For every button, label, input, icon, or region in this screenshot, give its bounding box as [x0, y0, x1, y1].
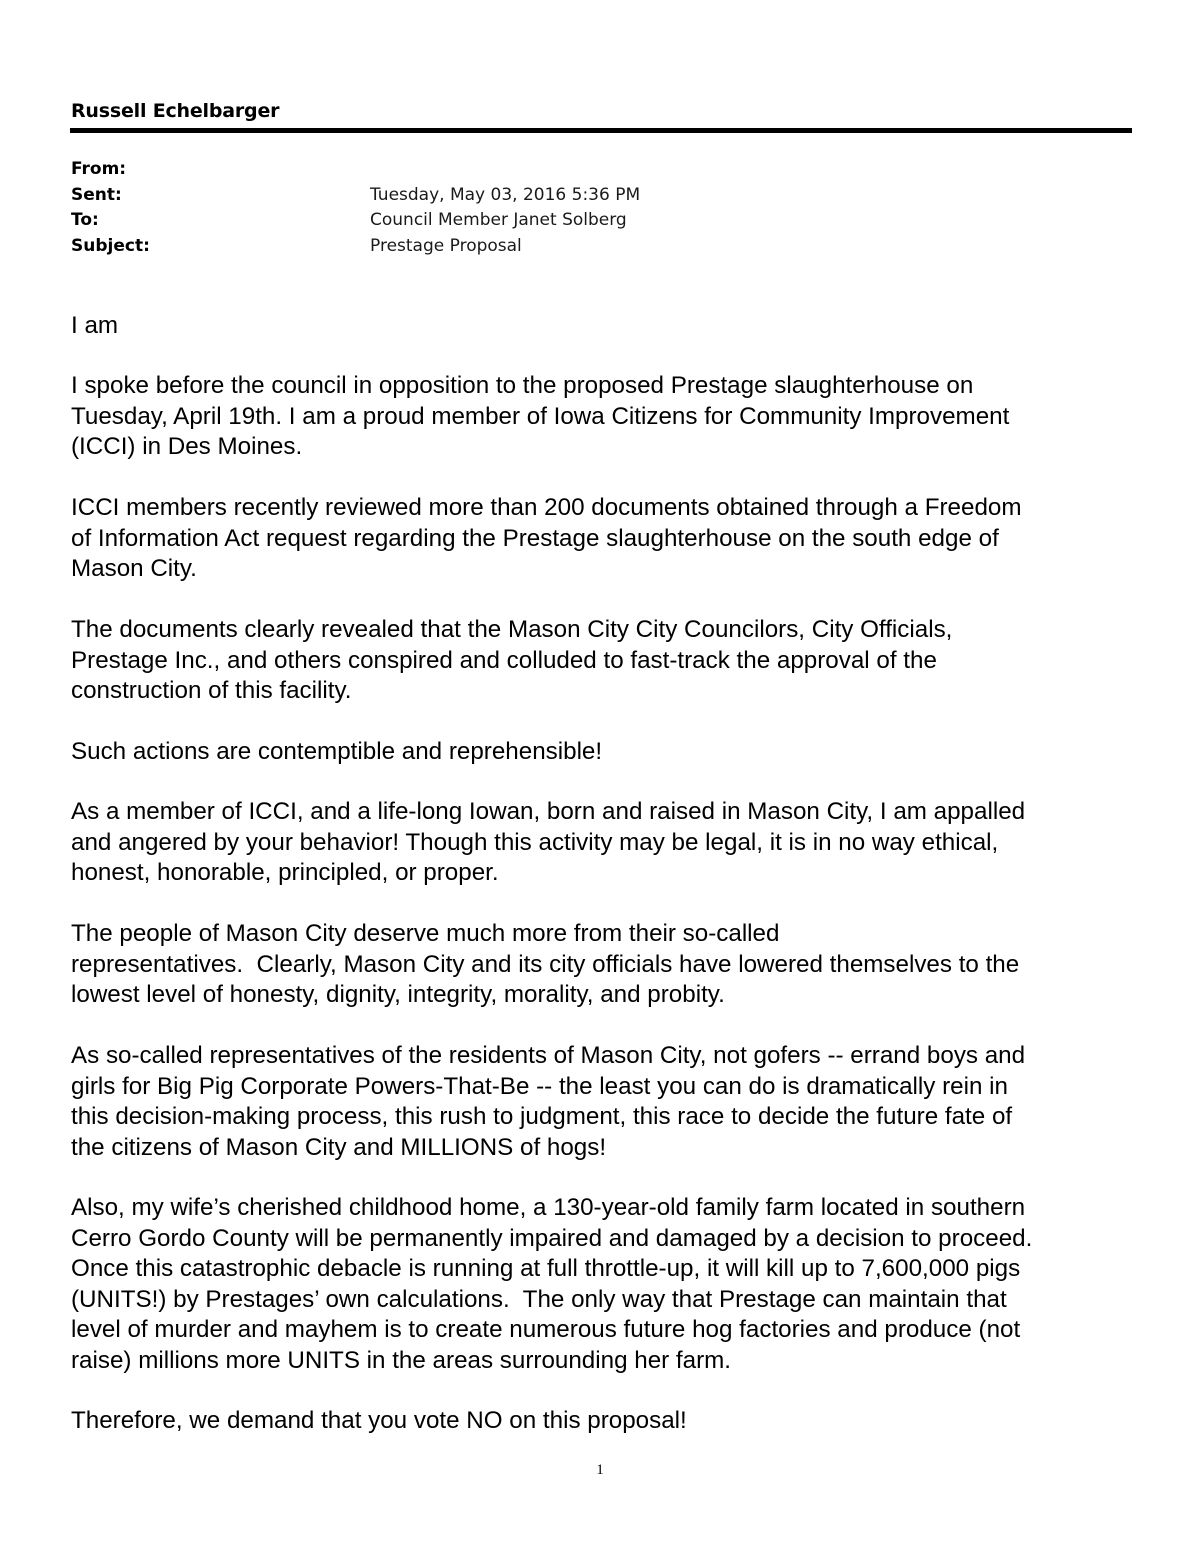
body-paragraph: As a member of ICCI, and a life-long Iowan, born and raised in Mason City, I am appalled and angered by your behavior! Though this activity may be legal, it is in no way ethical, honest, honorable, principled, or proper. — [71, 798, 1026, 886]
body-paragraph: I am — [71, 312, 119, 339]
page-number: 1 — [596, 1462, 604, 1478]
to-label: To: — [71, 210, 99, 230]
header-divider — [70, 128, 1132, 133]
body-paragraph: The people of Mason City deserve much more from their so-called representatives. Clearly, Mason City and its city officials have lowered themselves to the lowest level of honesty, dignity, integrity, morality, and probity. — [71, 920, 1020, 1008]
sender-name: Russell Echelbarger — [71, 100, 280, 122]
subject-value: Prestage Proposal — [370, 236, 522, 256]
body-paragraph: Therefore, we demand that you vote NO on this proposal! — [71, 1407, 687, 1434]
sent-value: Tuesday, May 03, 2016 5:36 PM — [370, 185, 641, 205]
to-value: Council Member Janet Solberg — [370, 210, 627, 230]
sent-label: Sent: — [71, 185, 122, 205]
body-paragraph: Such actions are contemptible and reprehensible! — [71, 738, 603, 765]
subject-label: Subject: — [71, 236, 150, 256]
body-paragraph: Also, my wife’s cherished childhood home, a 130-year-old family farm located in southern Cerro Gordo County will be permanently impaired and damaged by a decision to proceed. Once this catastrophic debacle is running at full throttle-up, it will kill up to 7,600,000 pigs (UNITS!) by Prestages’ own calculations. The only way that Prestage can maintain that level of murder and mayhem is to create numerous future hog factories and produce (not raise) millions more UNITS in the areas surrounding her farm. — [71, 1194, 1033, 1374]
body-paragraph: I spoke before the council in opposition to the proposed Prestage slaughterhouse on Tuesday, April 19th. I am a proud member of Iowa Citizens for Community Improvement (ICCI) in Des Moines. — [71, 372, 1010, 460]
body-paragraph: ICCI members recently reviewed more than 200 documents obtained through a Freedom of Information Act request regarding the Prestage slaughterhouse on the south edge of Mason City. — [71, 494, 1022, 582]
from-label: From: — [71, 159, 127, 179]
body-paragraph: As so-called representatives of the residents of Mason City, not gofers -- errand boys and girls for Big Pig Corporate Powers-That-Be -- the least you can do is dramatically rein in this decision-making process, this rush to judgment, this race to decide the future fate of the citizens of Mason City and MILLIONS of hogs! — [71, 1042, 1026, 1161]
body-paragraph: The documents clearly revealed that the Mason City City Councilors, City Officials, Prestage Inc., and others conspired and colluded to fast-track the approval of the construction of this facility. — [71, 616, 953, 704]
